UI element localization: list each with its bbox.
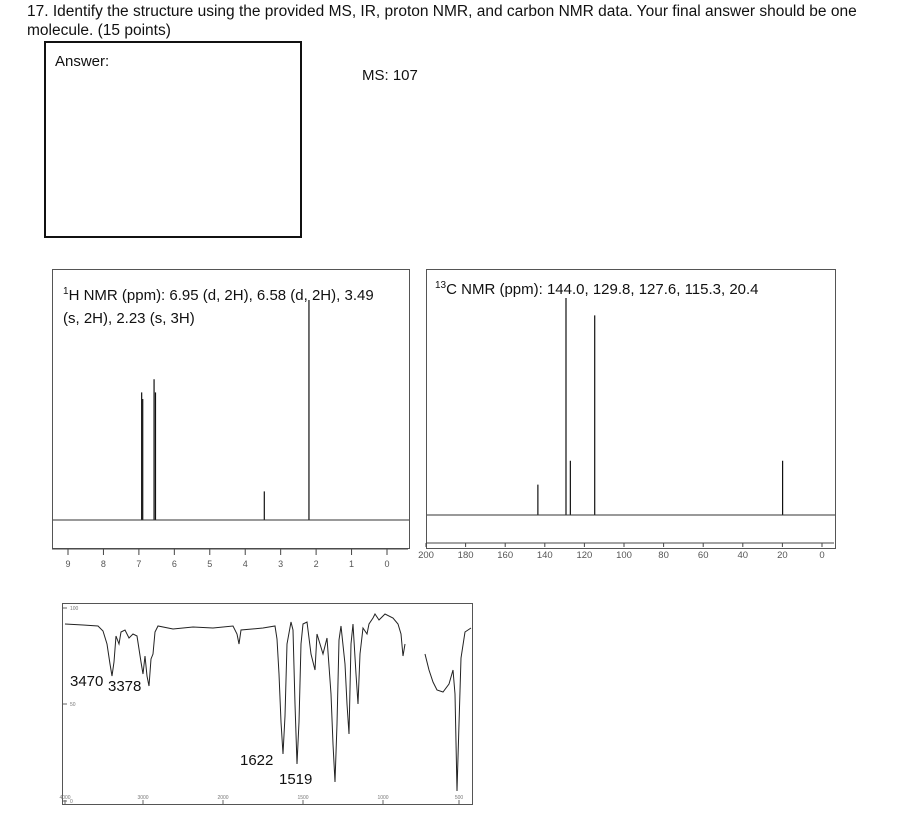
cnmr-title bbox=[435, 280, 759, 298]
hnmr-tick-label: 9 bbox=[65, 559, 71, 569]
hnmr-title bbox=[63, 280, 393, 330]
hnmr-sup: 1 bbox=[63, 286, 69, 297]
ir-y-tick-label: 100 bbox=[70, 606, 79, 612]
question-text: 17. Identify the structure using the provided MS, IR, proton NMR, and carbon NMR data. Your final answer should be one molecule. (15 points) bbox=[27, 3, 857, 39]
hnmr-tick-label: 7 bbox=[136, 559, 142, 569]
cnmr-plot bbox=[427, 270, 835, 548]
cnmr-tick-label: 160 bbox=[497, 550, 514, 561]
cnmr-tick-label: 60 bbox=[697, 550, 709, 561]
cnmr-tick-label: 180 bbox=[457, 550, 474, 561]
hnmr-tick-label: 4 bbox=[242, 559, 248, 569]
hnmr-title-text: H NMR (ppm): 6.95 (d, 2H), 6.58 (d, 2H), 3.49 (s, 2H), 2.23 (s, 3H) bbox=[63, 287, 374, 327]
hnmr-panel bbox=[52, 269, 410, 549]
cnmr-tick-label: 80 bbox=[658, 550, 669, 561]
ir-x-tick-label: 500 bbox=[454, 795, 464, 801]
ir-curve bbox=[65, 614, 405, 782]
cnmr-axis bbox=[414, 537, 834, 567]
hnmr-tick-label: 1 bbox=[349, 559, 355, 569]
cnmr-tick-label: 20 bbox=[777, 550, 788, 561]
cnmr-tick-label: 0 bbox=[819, 550, 825, 561]
hnmr-tick-label: 3 bbox=[278, 559, 284, 569]
cnmr-sup: 13 bbox=[435, 280, 447, 291]
ir-x-tick-label: 2000 bbox=[217, 795, 229, 801]
answer-label: Answer: bbox=[55, 53, 110, 70]
hnmr-tick-label: 2 bbox=[313, 559, 319, 569]
cnmr-tick-label: 140 bbox=[536, 550, 553, 561]
ir-peak-label-1622: 1622 bbox=[240, 752, 274, 769]
hnmr-tick-label: 6 bbox=[171, 559, 177, 569]
cnmr-title-text: C NMR (ppm): 144.0, 129.8, 127.6, 115.3, 20.4 bbox=[446, 281, 759, 298]
ir-peak-label-3378: 3378 bbox=[108, 678, 142, 695]
ir-peak-label-1519: 1519 bbox=[279, 771, 313, 788]
cnmr-tick-label: 200 bbox=[418, 550, 434, 561]
hnmr-axis bbox=[52, 547, 412, 577]
ir-x-tick-label: 1500 bbox=[297, 795, 309, 801]
ir-x-tick-label: 1000 bbox=[377, 795, 389, 801]
ir-x-tick-label: 3000 bbox=[137, 795, 149, 801]
hnmr-tick-label: 5 bbox=[207, 559, 213, 569]
cnmr-panel bbox=[426, 269, 836, 549]
cnmr-tick-label: 100 bbox=[616, 550, 632, 561]
ir-curve-tail bbox=[425, 628, 471, 791]
ir-plot bbox=[59, 604, 472, 805]
hnmr-tick-label: 8 bbox=[100, 559, 106, 569]
hnmr-tick-label: 0 bbox=[384, 559, 390, 569]
ir-peak-label-3470: 3470 bbox=[70, 673, 104, 690]
ir-x-tick-label: 4000 bbox=[59, 795, 71, 801]
ms-value: MS: 107 bbox=[362, 67, 418, 84]
ir-frame bbox=[59, 603, 473, 805]
ir-y-tick-label: 50 bbox=[70, 702, 76, 708]
answer-box[interactable] bbox=[44, 41, 302, 238]
ir-y-tick-label: 0 bbox=[70, 799, 73, 805]
cnmr-tick-label: 120 bbox=[576, 550, 593, 561]
cnmr-tick-label: 40 bbox=[737, 550, 749, 561]
